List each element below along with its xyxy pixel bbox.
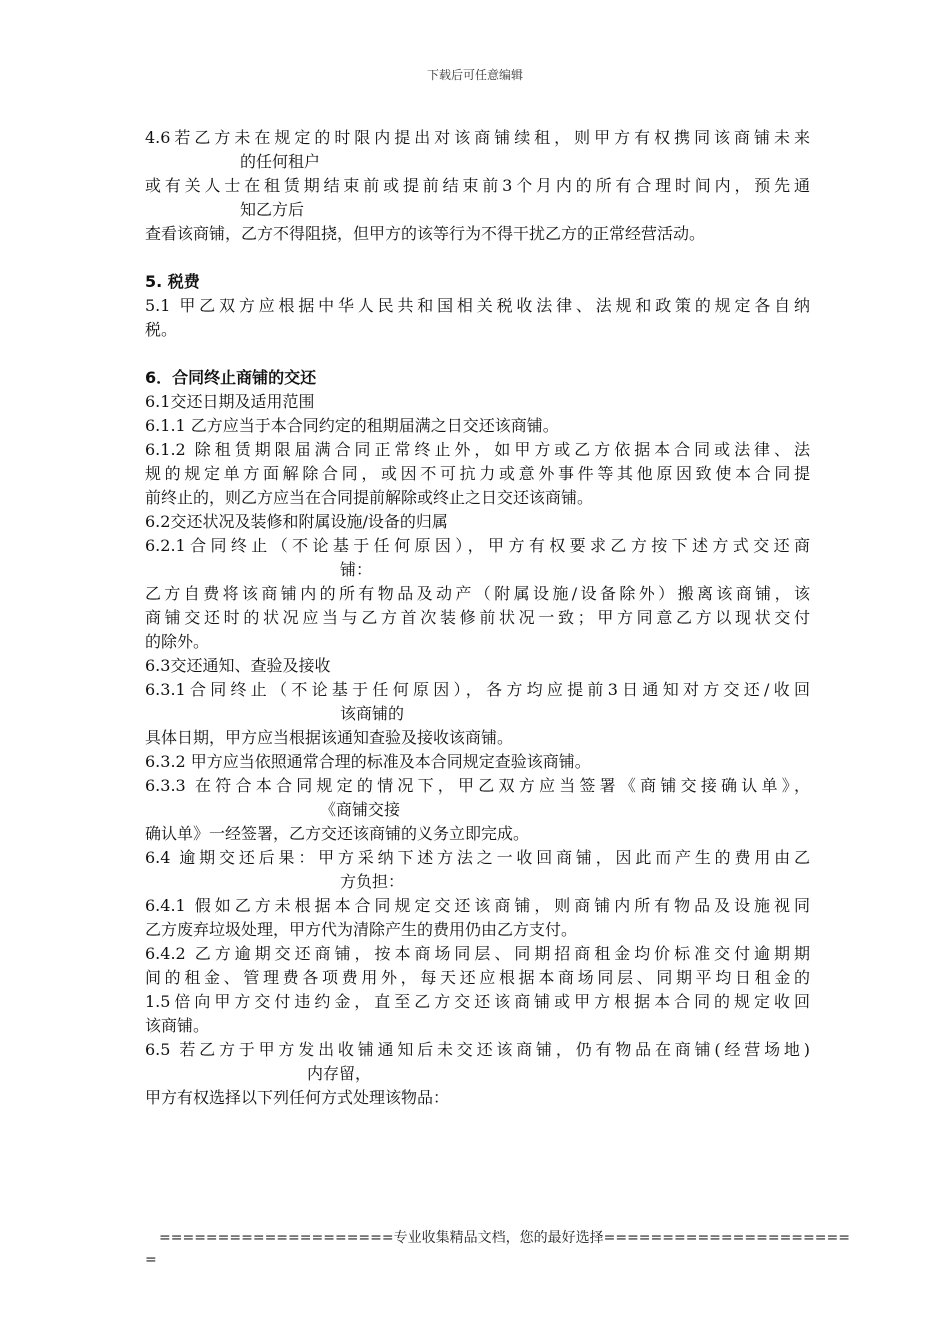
paragraph-line: 税。 [145, 320, 178, 339]
paragraph-line: 6.1.1 乙方应当于本合同约定的租期届满之日交还该商铺。 [145, 416, 559, 435]
paragraph-line: 6.1交还日期及适用范围 [145, 392, 315, 411]
paragraph-line: 知乙方后 [240, 200, 305, 219]
paragraph-line: 间的租金、管理费各项费用外，每天还应根据本商场同层、同期平均日租金的 [145, 968, 810, 987]
paragraph-line: 该商铺的 [340, 704, 405, 723]
paragraph-line: 5.1 甲乙双方应根据中华人民共和国相关税收法律、法规和政策的规定各自纳 [145, 296, 810, 315]
paragraph-line: 具体日期，甲方应当根据该通知查验及接收该商铺。 [145, 728, 514, 747]
footer [145, 1227, 850, 1271]
paragraph-line: 6.3.2 甲方应当依照通常合理的标准及本合同规定查验该商铺。 [145, 752, 591, 771]
paragraph-line: 6.4 逾期交还后果：甲方采纳下述方法之一收回商铺，因此而产生的费用由乙 [145, 848, 810, 867]
blank-line [145, 246, 810, 270]
paragraph-line: 4.6若乙方未在规定的时限内提出对该商铺续租，则甲方有权携同该商铺未来 [145, 128, 810, 147]
paragraph-line: 方负担： [340, 872, 405, 891]
paragraph-line: 乙方废弃垃圾处理，甲方代为清除产生的费用仍由乙方支付。 [145, 920, 578, 939]
paragraph-line: 6.2交还状况及装修和附属设施/设备的归属 [145, 512, 448, 531]
paragraph-line: 6.3.1合同终止（不论基于任何原因），各方均应提前3日通知对方交还/收回 [145, 680, 810, 699]
paragraph-line: 铺： [340, 560, 373, 579]
paragraph-line: 6.3.3 在符合本合同规定的情况下，甲乙双方应当签署《商铺交接确认单》， [145, 776, 810, 795]
header-note: 下载后可任意编辑 [426, 68, 523, 82]
paragraph-line: 确认单》一经签署，乙方交还该商铺的义务立即完成。 [145, 824, 530, 843]
paragraph-line: 商铺交还时的状况应当与乙方首次装修前状况一致；甲方同意乙方以现状交付 [145, 608, 810, 627]
paragraph-line: 6.4.1 假如乙方未根据本合同规定交还该商铺，则商铺内所有物品及设施视同 [145, 896, 810, 915]
paragraph-line: 乙方自费将该商铺内的所有物品及动产（附属设施/设备除外）搬离该商铺，该 [145, 584, 810, 603]
document-body [145, 126, 810, 1110]
paragraph-line: 甲方有权选择以下列任何方式处理该物品： [145, 1088, 450, 1107]
paragraph-line: 6.1.2 除租赁期限届满合同正常终止外，如甲方或乙方依据本合同或法律、法 [145, 440, 810, 459]
paragraph-line: 查看该商铺，乙方不得阻挠，但甲方的该等行为不得干扰乙方的正常经营活动。 [145, 224, 706, 243]
paragraph-line: 该商铺。 [145, 1016, 210, 1035]
section-heading: 6．合同终止商铺的交还 [145, 368, 317, 387]
paragraph-line: 6.2.1合同终止（不论基于任何原因），甲方有权要求乙方按下述方式交还商 [145, 536, 810, 555]
paragraph-line: 《商铺交接 [320, 800, 401, 819]
paragraph-line: 的除外。 [145, 632, 210, 651]
paragraph-line: 1.5倍向甲方交付违约金，直至乙方交还该商铺或甲方根据本合同的规定收回 [145, 992, 810, 1011]
blank-line [145, 342, 810, 366]
paragraph-line: 的任何租户 [240, 152, 321, 171]
paragraph-line: 规的规定单方面解除合同，或因不可抗力或意外事件等其他原因致使本合同提 [145, 464, 810, 483]
paragraph-line: 6.3交还通知、查验及接收 [145, 656, 331, 675]
footer-line-2: = [145, 1252, 157, 1268]
paragraph-line: 或有关人士在租赁期结束前或提前结束前3个月内的所有合理时间内，预先通 [145, 176, 810, 195]
paragraph-line: 前终止的，则乙方应当在合同提前解除或终止之日交还该商铺。 [145, 488, 594, 507]
paragraph-line: 6.5 若乙方于甲方发出收铺通知后未交还该商铺，仍有物品在商铺(经营场地) [145, 1040, 810, 1059]
paragraph-line: 6.4.2 乙方逾期交还商铺，按本商场同层、同期招商租金均价标准交付逾期期 [145, 944, 810, 963]
section-heading: 5. 税费 [145, 272, 200, 291]
paragraph-line: 内存留， [307, 1064, 372, 1083]
footer-line-1: ====================专业收集精品文档，您的最好选择===================== [159, 1230, 850, 1246]
